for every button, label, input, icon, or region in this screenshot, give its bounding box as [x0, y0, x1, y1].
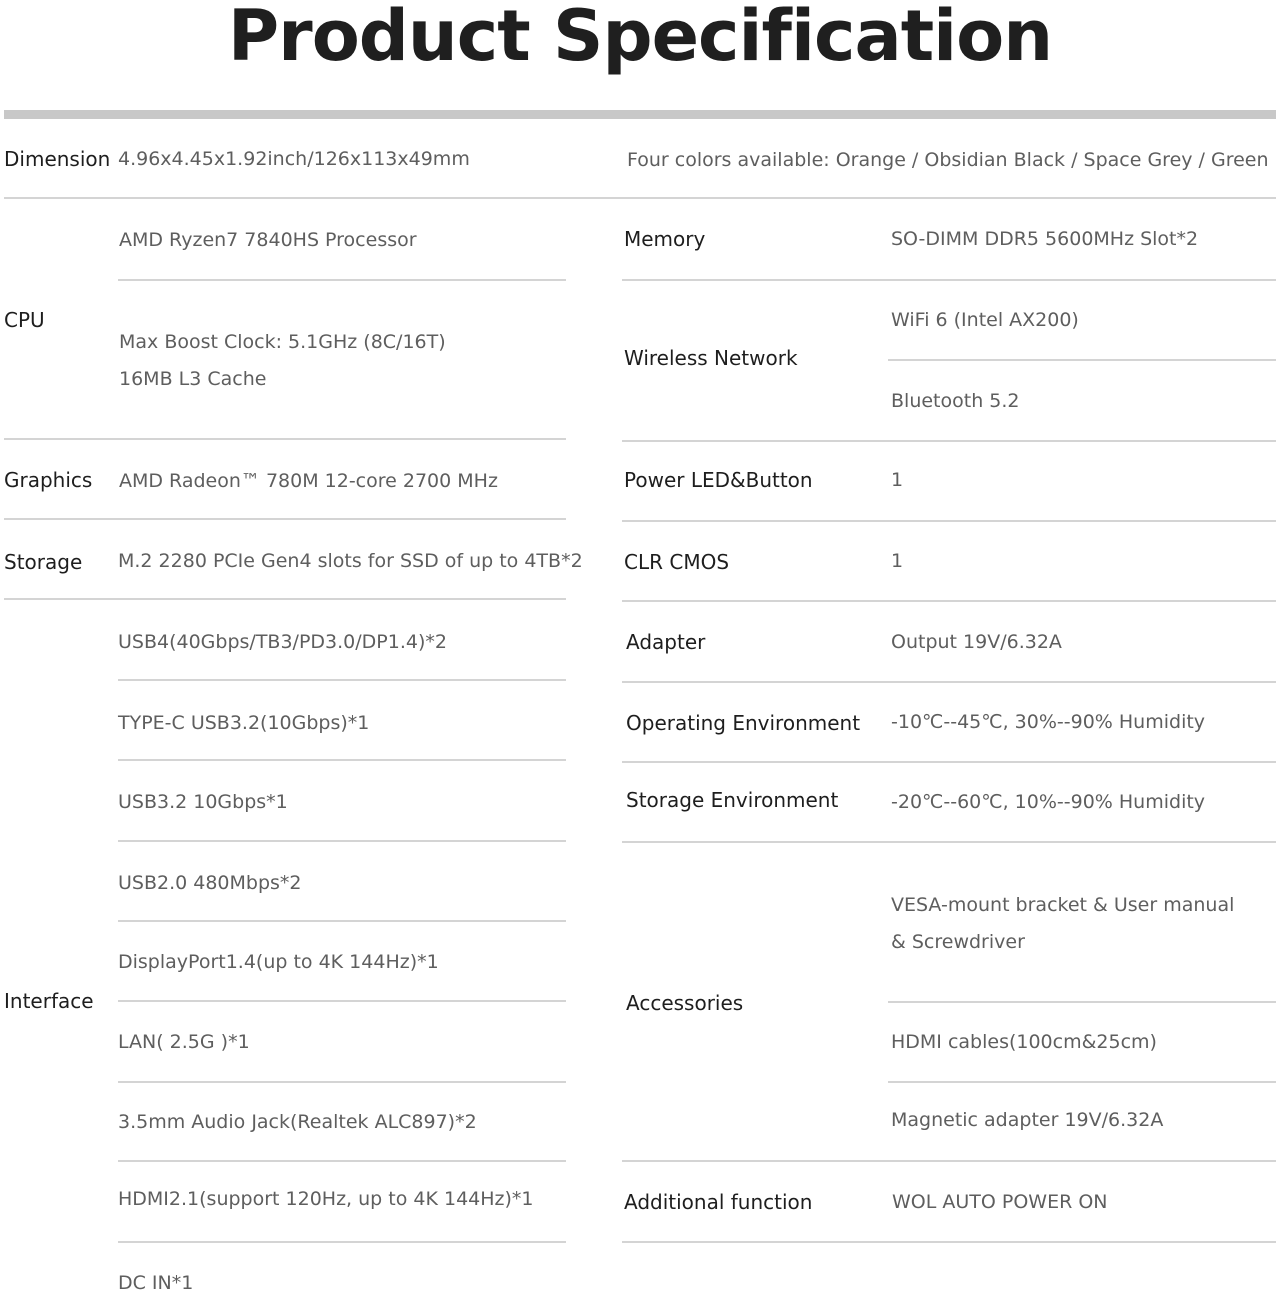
- divider: [118, 1000, 566, 1002]
- cpu-cache: 16MB L3 Cache: [119, 368, 267, 390]
- divider: [622, 600, 1276, 602]
- divider: [888, 1081, 1276, 1083]
- divider: [622, 1160, 1276, 1162]
- divider: [622, 440, 1276, 442]
- accessory-item: HDMI cables(100cm&25cm): [891, 1031, 1157, 1053]
- bluetooth-value: Bluetooth 5.2: [891, 390, 1020, 412]
- colors-value: Four colors available: Orange / Obsidian Black / Space Grey / Green: [627, 149, 1269, 171]
- clr-cmos-value: 1: [891, 550, 904, 572]
- divider: [118, 1081, 566, 1083]
- accessory-item: VESA-mount bracket & User manual: [891, 894, 1235, 916]
- divider: [118, 1241, 566, 1243]
- divider: [118, 920, 566, 922]
- divider: [622, 681, 1276, 683]
- memory-label: Memory: [624, 227, 706, 251]
- divider: [622, 841, 1276, 843]
- accessory-item: & Screwdriver: [891, 931, 1025, 953]
- accessories-label: Accessories: [626, 991, 744, 1015]
- title-divider-bar: [4, 110, 1276, 119]
- graphics-value: AMD Radeon™ 780M 12-core 2700 MHz: [119, 470, 498, 492]
- clr-cmos-label: CLR CMOS: [624, 550, 730, 574]
- divider: [888, 1001, 1276, 1003]
- divider: [118, 759, 566, 761]
- divider: [118, 279, 566, 281]
- power-led-value: 1: [891, 469, 904, 491]
- divider: [622, 1241, 1276, 1243]
- additional-value: WOL AUTO POWER ON: [892, 1191, 1108, 1213]
- memory-value: SO-DIMM DDR5 5600MHz Slot*2: [891, 228, 1199, 250]
- additional-label: Additional function: [624, 1190, 813, 1214]
- dimension-label: Dimension: [4, 147, 111, 171]
- interface-item: HDMI2.1(support 120Hz, up to 4K 144Hz)*1: [118, 1188, 534, 1210]
- interface-item: LAN( 2.5G )*1: [118, 1031, 250, 1053]
- divider: [888, 359, 1276, 361]
- adapter-value: Output 19V/6.32A: [891, 631, 1062, 653]
- interface-item: USB3.2 10Gbps*1: [118, 791, 288, 813]
- divider: [622, 761, 1276, 763]
- wifi-value: WiFi 6 (Intel AX200): [891, 309, 1079, 331]
- interface-item: USB2.0 480Mbps*2: [118, 872, 302, 894]
- adapter-label: Adapter: [626, 630, 706, 654]
- interface-item: TYPE-C USB3.2(10Gbps)*1: [118, 712, 370, 734]
- graphics-label: Graphics: [4, 468, 93, 492]
- operating-env-label: Operating Environment: [626, 711, 861, 735]
- interface-item: DisplayPort1.4(up to 4K 144Hz)*1: [118, 951, 439, 973]
- divider: [622, 520, 1276, 522]
- cpu-label: CPU: [4, 308, 45, 332]
- accessory-item: Magnetic adapter 19V/6.32A: [891, 1109, 1164, 1131]
- power-led-label: Power LED&Button: [624, 468, 813, 492]
- divider: [622, 279, 1276, 281]
- divider: [118, 840, 566, 842]
- interface-item: 3.5mm Audio Jack(Realtek ALC897)*2: [118, 1111, 477, 1133]
- dimension-value: 4.96x4.45x1.92inch/126x113x49mm: [118, 148, 470, 170]
- divider: [4, 518, 566, 520]
- divider: [4, 598, 566, 600]
- cpu-processor: AMD Ryzen7 7840HS Processor: [119, 229, 417, 251]
- interface-label: Interface: [4, 989, 94, 1013]
- cpu-clock: Max Boost Clock: 5.1GHz (8C/16T): [119, 331, 446, 353]
- storage-label: Storage: [4, 550, 83, 574]
- divider: [4, 197, 1276, 199]
- interface-item: DC IN*1: [118, 1272, 194, 1294]
- storage-env-value: -20℃--60℃, 10%--90% Humidity: [891, 791, 1206, 813]
- interface-item: USB4(40Gbps/TB3/PD3.0/DP1.4)*2: [118, 631, 447, 653]
- page-title: Product Specification: [227, 0, 1053, 77]
- divider: [118, 1160, 566, 1162]
- storage-env-label: Storage Environment: [626, 788, 839, 812]
- divider: [118, 679, 566, 681]
- divider: [4, 438, 566, 440]
- operating-env-value: -10℃--45℃, 30%--90% Humidity: [891, 711, 1206, 733]
- storage-value: M.2 2280 PCIe Gen4 slots for SSD of up to 4TB*2: [118, 550, 583, 572]
- wireless-label: Wireless Network: [624, 346, 798, 370]
